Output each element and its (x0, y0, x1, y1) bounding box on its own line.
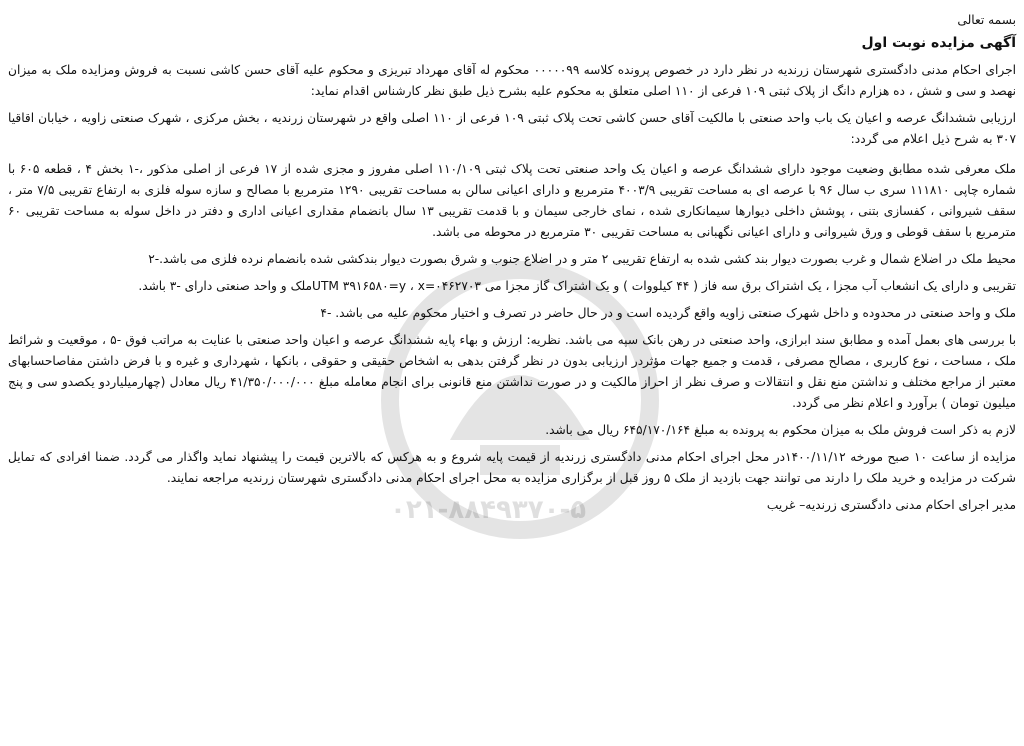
paragraph-item-3: تقریبی و دارای یک انشعاب آب مجزا ، یک اشتراک برق سه فاز ( ۴۴ کیلووات ) و یک اشتراک گاز مجزا می UTM ۳۹۱۶۵۸۰=y ، x=۰۴۶۲۷۰۳ملک و واحد صنعتی دارای -۳ باشد. (138, 279, 1016, 293)
paragraph-auction-time: مزایده از ساعت ۱۰ صبح مورخه ۱۴۰۰/۱۱/۱۲در محل اجرای احکام مدنی دادگستری زرندیه از قیمت پایه شروع و به هرکس که بالاترین قیمت را پیشنهاد نماید واگذار می گردد. ضمنا افرادی که تمایل شرکت در مزایده و خرید ملک را دارند می توانند جهت بازدید از ملک ۵ روز قبل از برگزاری مزایده به محل اجرای احکام مدنی دادگستری شهرستان زرندیه مراجعه نمایند. (8, 450, 1016, 485)
paragraph-intro: اجرای احکام مدنی دادگستری شهرستان زرندیه در نظر دارد در خصوص پرونده کلاسه ۰۰۰۰۰۹۹ محکوم له آقای مهرداد تبریزی و محکوم علیه آقای حسن کاشی نسبت به فروش ومزایده ملک به میزان نهصد و سی و شش ، ده هزارم دانگ از پلاک ثبتی ۱۰۹ فرعی از ۱۱۰ اصلی متعلق به محکوم علیه بشرح ذیل طبق نظر کارشناس اقدام نماید: (8, 63, 1016, 98)
paragraph-valuation: ارزیابی ششدانگ عرصه و اعیان یک باب واحد صنعتی با مالکیت آقای حسن کاشی تحت پلاک ثبتی ۱۰۹ فرعی از ۱۱۰ اصلی واقع در شهرستان زرندیه ، بخش مرکزی ، شهرک صنعتی زاویه ، خیابان اقاقیا ۳۰۷ به شرح ذیل اعلام می گردد: (8, 111, 1017, 146)
watermark-number: ۰۲۱-۸۸۴۹۳۷۰-۵ (390, 495, 587, 525)
paragraph-item-2: محیط ملک در اضلاع شمال و غرب بصورت دیوار بند کشی شده به ارتفاع تقریبی ۲ متر و در اضلاع جنوب و شرق بصورت دیوار بندکشی شده بانضمام نرده فلزی می باشد.-۲ (148, 252, 1016, 266)
signature-line: مدیر اجرای احکام مدنی دادگستری زرندیه– غریب (766, 498, 1016, 512)
bismillah-heading: بسمه تعالی (957, 13, 1016, 27)
notice-title: آگهی مزایده نوبت اول (861, 35, 1016, 51)
paragraph-item-5: با بررسی های بعمل آمده و مطابق سند ابرازی، واحد صنعتی در رهن بانک سپه می باشد. نظریه: ارزش و بهاء پایه ششدانگ عرصه و اعیان واحد صنعتی با عنایت به مراتب فوق -۵ ، موقعیت و شرائط ملک ، مساحت ، نوع کاربری ، مصالح مصرفی ، قدمت و جمیع جهات مؤثردر ارزیابی بدون در نظر گرفتن بدهی به اشخاص حقیقی و حقوقی ، بانکها ، شهرداری و غیره و با فرض داشتن مفاصاحسابهای معتبر از مراجع مختلف و نداشتن منع نقل و انتقالات و صرف نظر از احراز مالکیت و در صورت نداشتن منع قانونی برای انجام معامله مبلغ ۴۱/۳۵۰/۰۰۰/۰۰۰ ریال معادل (چهارمیلیاردو یکصدو سی و پنج میلیون تومان ) برآورد و اعلام نظر می گردد. (8, 333, 1016, 410)
paragraph-sale-amount: لازم به ذکر است فروش ملک به میزان محکوم به پرونده به مبلغ ۶۴۵/۱۷۰/۱۶۴ ریال می باشد. (545, 423, 1016, 437)
paragraph-item-1: ملک معرفی شده مطابق وضعیت موجود دارای ششدانگ عرصه و اعیان یک واحد صنعتی تحت پلاک ثبتی ۱۱۰/۱۰۹ اصلی مفروز و مجزی شده از ۱۷ فرعی از اصلی مذکور ،-۱ بخش ۴ ، قطعه ۶۰۵ با شماره چاپی ۱۱۱۸۱۰ سری ب سال ۹۶ با عرصه ای به مساحت تقریبی ۴۰۰۳/۹ مترمربع و دارای اعیانی سالن به مساحت تقریبی ۱۲۹۰ مترمربع با مصالح و سازه سوله فلزی به ارتفاع تقریبی ۷/۵ متر ، سقف شیروانی ، کفسازی بتنی ، پوشش داخلی دیوارها سیمانکاری شده ، نمای خارجی سیمان و با قدمت تقریبی ۱۳ سال بانضمام مقداری اعیانی اداری و دفتر در داخل سوله به مساحت تقریبی ۶۰ مترمربع با سقف قوطی و ورق شیروانی و دارای اعیانی نگهبانی به مساحت تقریبی ۳۰ مترمربع در محوطه می باشد. (8, 162, 1017, 239)
paragraph-item-4: ملک و واحد صنعتی در محدوده و داخل شهرک صنعتی زاویه واقع گردیده است و در حال حاضر در تصرف و اختیار محکوم علیه می باشد. -۴ (320, 306, 1016, 320)
